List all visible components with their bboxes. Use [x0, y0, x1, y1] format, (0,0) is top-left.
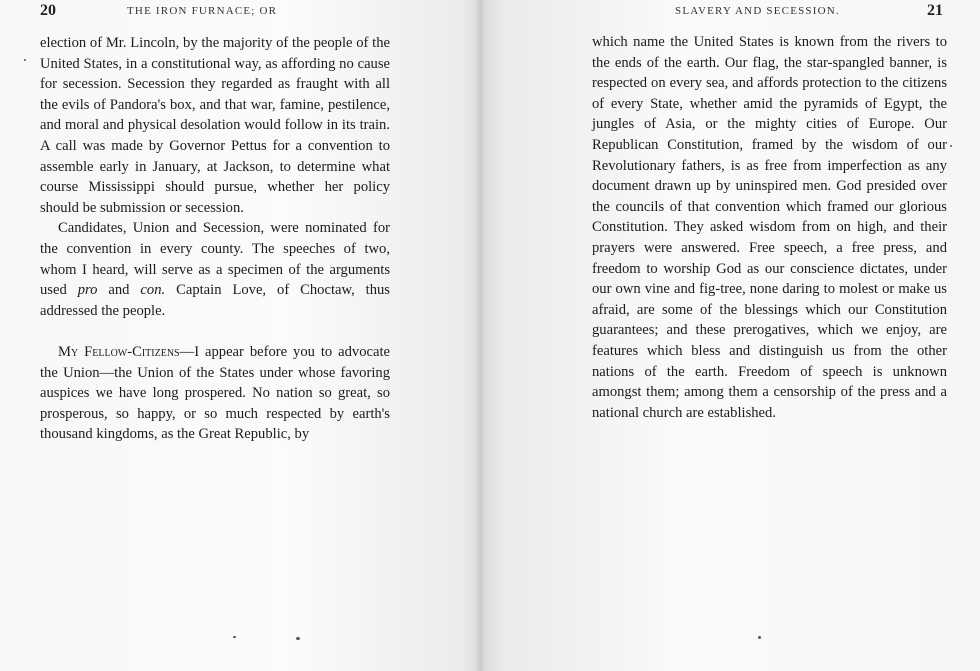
page-number-right: 21 [927, 2, 943, 19]
paper-speck [950, 145, 952, 147]
candidates-text-start: Candidates, Union and Secession, were nominated for the convention in every county. The speeches of two, whom I heard, will serve as a specimen of the arguments used [40, 220, 390, 299]
left-page-body [40, 33, 390, 445]
right-page [480, 0, 980, 671]
paragraph-speech [40, 342, 390, 445]
left-page [0, 0, 480, 671]
paper-speck [758, 636, 761, 639]
right-page-body [592, 32, 947, 423]
running-head-left: THE IRON FURNACE; OR [127, 5, 278, 17]
paper-speck [24, 59, 26, 61]
paragraph-candidates [40, 218, 390, 321]
running-head-right: SLAVERY AND SECESSION. [675, 5, 840, 17]
italic-con: con. [140, 282, 166, 299]
speech-salutation: My Fellow-Citizens [58, 343, 180, 360]
paper-speck [296, 637, 300, 640]
candidates-text-and: and [97, 282, 141, 299]
paragraph-continuation-right: which name the United States is known from the rivers to the ends of the earth. Our flag, the star-spangled banner, is respected on every sea, and affords protection to the citizens of every State, whether amid the pyramids of Egypt, the jungles of Asia, or the mighty cities of Europe. Our Republican Constitution, framed by the wisdom of our Revolutionary fathers, is as free from imperfection as any document drawn up by uninspired men. God presided over the councils of that convention which framed our glorious Constitution. They asked wisdom from on high, and their prayers were answered. Free speech, a free press, and freedom to worship God as our conscience dictates, under our own vine and fig-tree, none daring to molest or make us afraid, are some of the blessings which our Constitution guarantees; and these prerogatives, which we enjoy, are features which bless and distinguish us from the other nations of the earth. Freedom of speech is unknown amongst them; among them a censorship of the press and a national church are established. [592, 34, 947, 421]
book-gutter [474, 0, 486, 671]
paper-speck [233, 636, 236, 638]
paragraph-continuation: election of Mr. Lincoln, by the majority of the people of the United States, in a constitutional way, as affording no cause for secession. Secession they regarded as fraught with all the evils of Pandora's box, and that war, famine, pestilence, and moral and physical desolation would follow in its train. A call was made by Governor Pettus for a convention to assemble early in January, at Jackson, to determine what course Mississippi should pursue, whether her policy should be submission or secession. [40, 35, 390, 216]
italic-pro: pro [77, 282, 98, 299]
candidates-text-end: Captain Love, of Choctaw, thus addressed the people. [40, 282, 390, 319]
page-number-left: 20 [40, 2, 56, 19]
speech-text: —I appear before you to advocate the Union—the Union of the States under whose favoring auspices we have long prospered. No nation so great, so prosperous, so happy, or so much respected by earth's thousand kingdoms, as the Great Republic, by [40, 343, 391, 443]
